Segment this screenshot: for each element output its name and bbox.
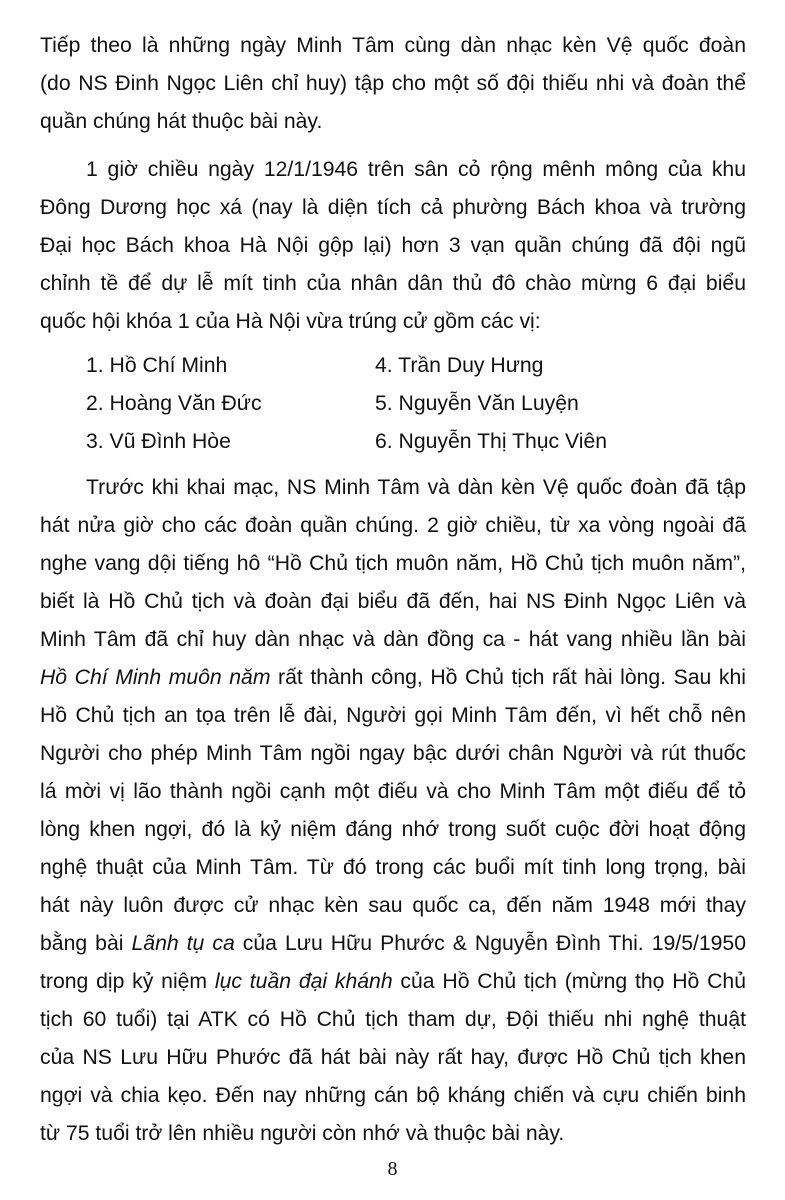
text-line: lòng khen ngợi, đó là kỷ niệm đáng nhớ trong suốt cuộc đời hoạt động — [40, 818, 746, 841]
text-line: ngợi và chia kẹo. Đến nay những cán bộ kháng chiến và cựu chiến binh — [40, 1084, 746, 1107]
text-line: lá mời vị lão thành ngồi cạnh một điếu và cho Minh Tâm một điếu để tỏ — [40, 780, 746, 803]
text-line — [40, 660, 746, 696]
text-segment: của Lưu Hữu Phước & Nguyễn Đình Thi. 19/5/1950 — [234, 932, 746, 955]
text-line: biết là Hồ Chủ tịch và đoàn đại biểu đã đến, hai NS Đinh Ngọc Liên và — [40, 590, 746, 613]
delegate-item: 4. Trần Duy Hưng — [375, 354, 544, 377]
text-line: Đại học Bách khoa Hà Nội gộp lại) hơn 3 vạn quần chúng đã đội ngũ — [40, 234, 746, 257]
song-title: Hồ Chí Minh muôn năm — [40, 666, 271, 689]
text-line: Đông Dương học xá (nay là diện tích cả phường Bách khoa và trường — [40, 196, 746, 219]
text-line: quần chúng hát thuộc bài này. — [40, 110, 323, 133]
event-title: lục tuần đại khánh — [214, 970, 393, 993]
text-line — [40, 964, 746, 1000]
text-line: 1 giờ chiều ngày 12/1/1946 trên sân cỏ rộng mênh mông của khu — [86, 158, 746, 181]
delegate-item: 6. Nguyễn Thị Thục Viên — [375, 430, 608, 453]
text-segment: rất thành công, Hồ Chủ tịch rất hài lòng. Sau khi — [270, 666, 746, 689]
text-line: từ 75 tuổi trở lên nhiều người còn nhớ và thuộc bài này. — [40, 1122, 565, 1145]
text-line: hát này luôn được cử nhạc kèn sau quốc ca, đến năm 1948 mới thay — [40, 894, 746, 917]
delegate-item: 5. Nguyễn Văn Luyện — [375, 392, 579, 415]
text-line: hát nửa giờ cho các đoàn quần chúng. 2 giờ chiều, từ xa vòng ngoài đã — [40, 514, 746, 537]
text-line: quốc hội khóa 1 của Hà Nội vừa trúng cử gồm các vị: — [40, 310, 541, 333]
text-line: nghệ thuật của Minh Tâm. Từ đó trong các buổi mít tinh long trọng, bài — [40, 856, 746, 879]
song-title: Lãnh tụ ca — [131, 932, 235, 955]
text-segment: của Hồ Chủ tịch (mừng thọ Hồ Chủ — [392, 970, 746, 993]
text-line: (do NS Đinh Ngọc Liên chỉ huy) tập cho một số đội thiếu nhi và đoàn thể — [40, 72, 746, 95]
text-line: tịch 60 tuổi) tại ATK có Hồ Chủ tịch tham dự, Đội thiếu nhi nghệ thuật — [40, 1008, 746, 1031]
text-segment: trong dịp kỷ niệm — [40, 970, 215, 993]
text-line: Trước khi khai mạc, NS Minh Tâm và dàn kèn Vệ quốc đoàn đã tập — [86, 476, 746, 499]
delegate-item: 2. Hoàng Văn Đức — [86, 392, 262, 415]
text-line: của NS Lưu Hữu Phước đã hát bài này rất hay, được Hồ Chủ tịch khen — [40, 1046, 746, 1069]
delegate-item: 1. Hồ Chí Minh — [86, 354, 228, 377]
text-segment: bằng bài — [40, 932, 132, 955]
text-line: Minh Tâm đã chỉ huy dàn nhạc và dàn đồng ca - hát vang nhiều lần bài — [40, 628, 746, 651]
page-number: 8 — [387, 1158, 398, 1180]
text-line — [40, 926, 746, 962]
delegate-item: 3. Vũ Đình Hòe — [86, 430, 231, 453]
text-line: Hồ Chủ tịch an tọa trên lễ đài, Người gọi Minh Tâm đến, vì hết chỗ nên — [40, 704, 746, 727]
text-line: Tiếp theo là những ngày Minh Tâm cùng dàn nhạc kèn Vệ quốc đoàn — [40, 34, 746, 57]
text-line: nghe vang dội tiếng hô “Hồ Chủ tịch muôn năm, Hồ Chủ tịch muôn năm”, — [40, 552, 746, 575]
text-line: chỉnh tề để dự lễ mít tinh của nhân dân thủ đô chào mừng 6 đại biểu — [40, 272, 746, 295]
text-line: Người cho phép Minh Tâm ngồi ngay bậc dưới chân Người và rút thuốc — [40, 742, 746, 765]
